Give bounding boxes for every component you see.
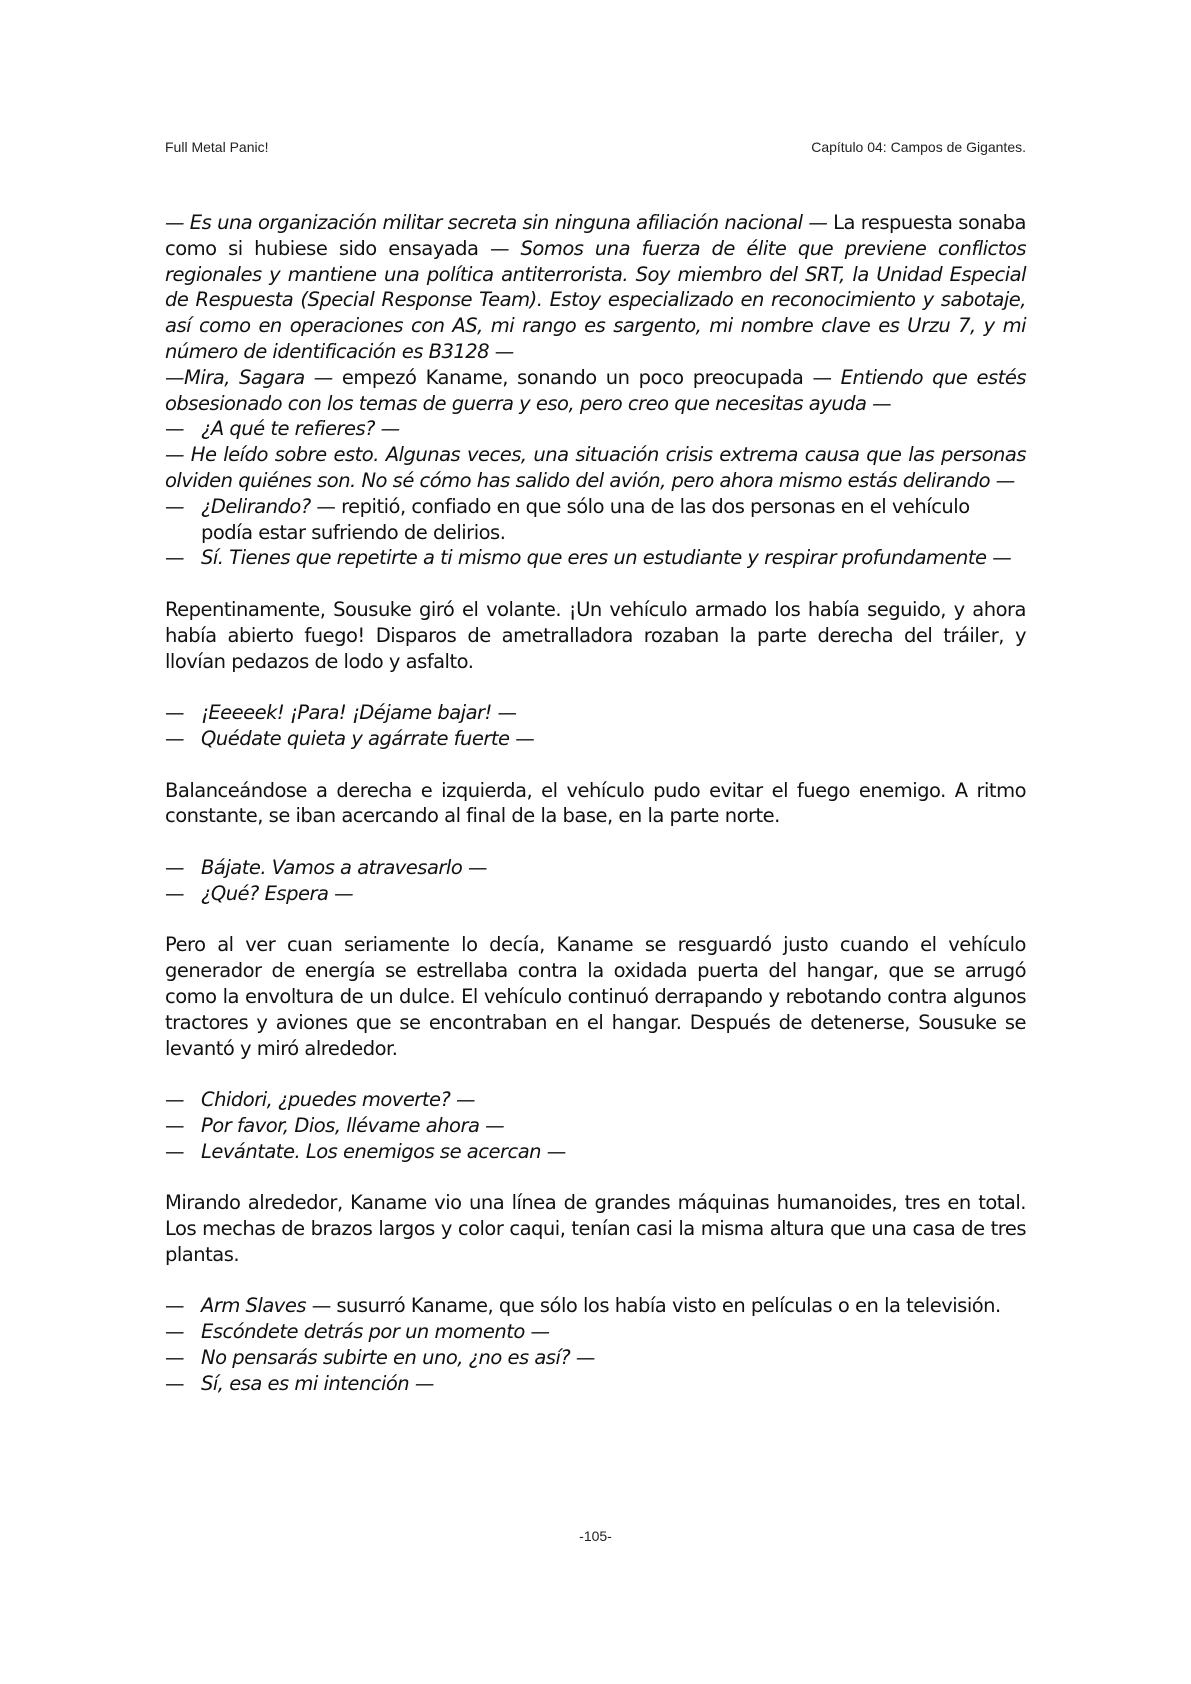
dialogue-line [165, 416, 1026, 442]
dialogue-line [165, 1139, 1026, 1165]
dialogue-line [165, 1087, 1026, 1113]
dialogue-line [165, 545, 1026, 571]
narration-text: — susurró Kaname, que sólo los había visto en películas o en la televisión. [306, 1294, 1001, 1318]
dialogue-text: Sí, esa es mi intención — [201, 1371, 434, 1395]
dash: — [165, 726, 184, 750]
dialogue-text: Chidori, ¿puedes moverte? — [201, 1088, 476, 1112]
dialogue-line [165, 881, 1026, 907]
dash: — [165, 1294, 184, 1318]
narration-paragraph: Pero al ver cuan seriamente lo decía, Kaname se resguardó justo cuando el vehículo generador de energía se estrellaba contra la oxidada puerta del hangar, que se arrugó como la envoltura de un dulce. El vehículo continuó derrapando y rebotando contra algunos tractores y aviones que se encontraban en el hangar. Después de detenerse, Sousuke se levantó y miró alrededor. [165, 933, 1026, 1060]
dialogue-line [165, 700, 1026, 726]
narration-paragraph: Mirando alrededor, Kaname vio una línea de grandes máquinas humanoides, tres en total. Los mechas de brazos largos y color caqui, tenían casi la misma altura que una casa de tres plantas. [165, 1191, 1026, 1266]
dialogue-text: — Es una organización militar secreta sin ninguna afiliación nacional — [165, 211, 828, 234]
dialogue-line [165, 726, 1026, 752]
narration-text: empezó Kaname, sonando un poco preocupada — [332, 365, 841, 389]
dialogue-text [201, 1293, 1026, 1319]
header-book-title: Full Metal Panic! [165, 139, 269, 155]
dash: — [165, 1139, 184, 1163]
dialogue-line [165, 1113, 1026, 1139]
dash: — [165, 1371, 184, 1395]
page-number: -105- [579, 1528, 612, 1544]
dialogue-text: ¿Qué? Espera — [201, 881, 354, 905]
dash: — [165, 546, 184, 570]
dialogue-text: Bájate. Vamos a atravesarlo — [201, 855, 487, 879]
dialogue-text: Arm Slaves [201, 1294, 306, 1318]
dash: — [165, 1113, 184, 1137]
dialogue-line [165, 855, 1026, 881]
dialogue-text: Entiendo que estés obsesionado con los temas de guerra y eso, pero creo que necesitas ayuda — [165, 365, 1026, 415]
narration-paragraph: Balanceándose a derecha e izquierda, el vehículo pudo evitar el fuego enemigo. A ritmo constante, se iban acercando al final de la base, en la parte norte. [165, 778, 1026, 828]
dialogue-text: ¿A qué te refieres? — [201, 417, 400, 441]
dialogue-text: No pensarás subirte en uno, ¿no es así? — [201, 1346, 595, 1370]
paragraph [165, 210, 1026, 365]
narration-text: — repitió, confiado en que sólo una de las dos personas en el vehículo podía estar sufriendo de delirios. [201, 494, 970, 544]
dialogue-text: Quédate quieta y agárrate fuerte — [201, 726, 535, 750]
dash: — [165, 494, 184, 518]
dialogue-line [165, 1345, 1026, 1371]
dash: — [165, 417, 184, 441]
dialogue-text: ¡Eeeeek! ¡Para! ¡Déjame bajar! — [201, 701, 517, 725]
paragraph [165, 365, 1026, 417]
dialogue-line [165, 1293, 1026, 1319]
dialogue-text: ¿Delirando? [201, 494, 311, 518]
dialogue-text: —Mira, Sagara — [165, 365, 333, 389]
dash: — [165, 701, 184, 725]
dialogue-text [201, 494, 1026, 546]
dash: — [165, 881, 184, 905]
dialogue-text: Levántate. Los enemigos se acercan — [201, 1139, 566, 1163]
dialogue-line [165, 1371, 1026, 1397]
dialogue-line [165, 494, 1026, 546]
paragraph [165, 442, 1026, 494]
narration-paragraph: Repentinamente, Sousuke giró el volante. ¡Un vehículo armado los había seguido, y ahora había abierto fuego! Disparos de ametralladora rozaban la parte derecha del tráiler, y llovían pedazos de lodo y asfalto. [165, 597, 1026, 673]
dash: — [165, 855, 184, 879]
dash: — [165, 1346, 184, 1370]
dialogue-text: Escóndete detrás por un momento — [201, 1320, 550, 1344]
page-body [165, 210, 1026, 1397]
dialogue-text: — Somos una fuerza de élite que previene conflictos regionales y mantiene una política antiterrorista. Soy miembro del SRT, la Unidad Especial de Respuesta (Special Response Team). Estoy especializado en reconocimiento y sabotaje, así como en operaciones con AS, mi rango es sargento, mi nombre clave es Urzu 7, y mi número de identificación es B3128 — [165, 236, 1026, 363]
dialogue-line [165, 1319, 1026, 1345]
dash: — [165, 1320, 184, 1344]
dialogue-text: Por favor, Dios, llévame ahora — [201, 1113, 505, 1137]
dash: — [165, 1088, 184, 1112]
dialogue-text: Sí. Tienes que repetirte a ti mismo que eres un estudiante y respirar profundamente — [201, 546, 1012, 570]
narration-text: La respuesta sonaba como si hubiese sido ensayada [165, 211, 1026, 260]
dialogue-text: — He leído sobre esto. Algunas veces, una situación crisis extrema causa que las personas olviden quiénes son. No sé cómo has salido del avión, pero ahora mismo estás delirando — [165, 443, 1026, 492]
header-chapter-title: Capítulo 04: Campos de Gigantes. [811, 139, 1026, 155]
